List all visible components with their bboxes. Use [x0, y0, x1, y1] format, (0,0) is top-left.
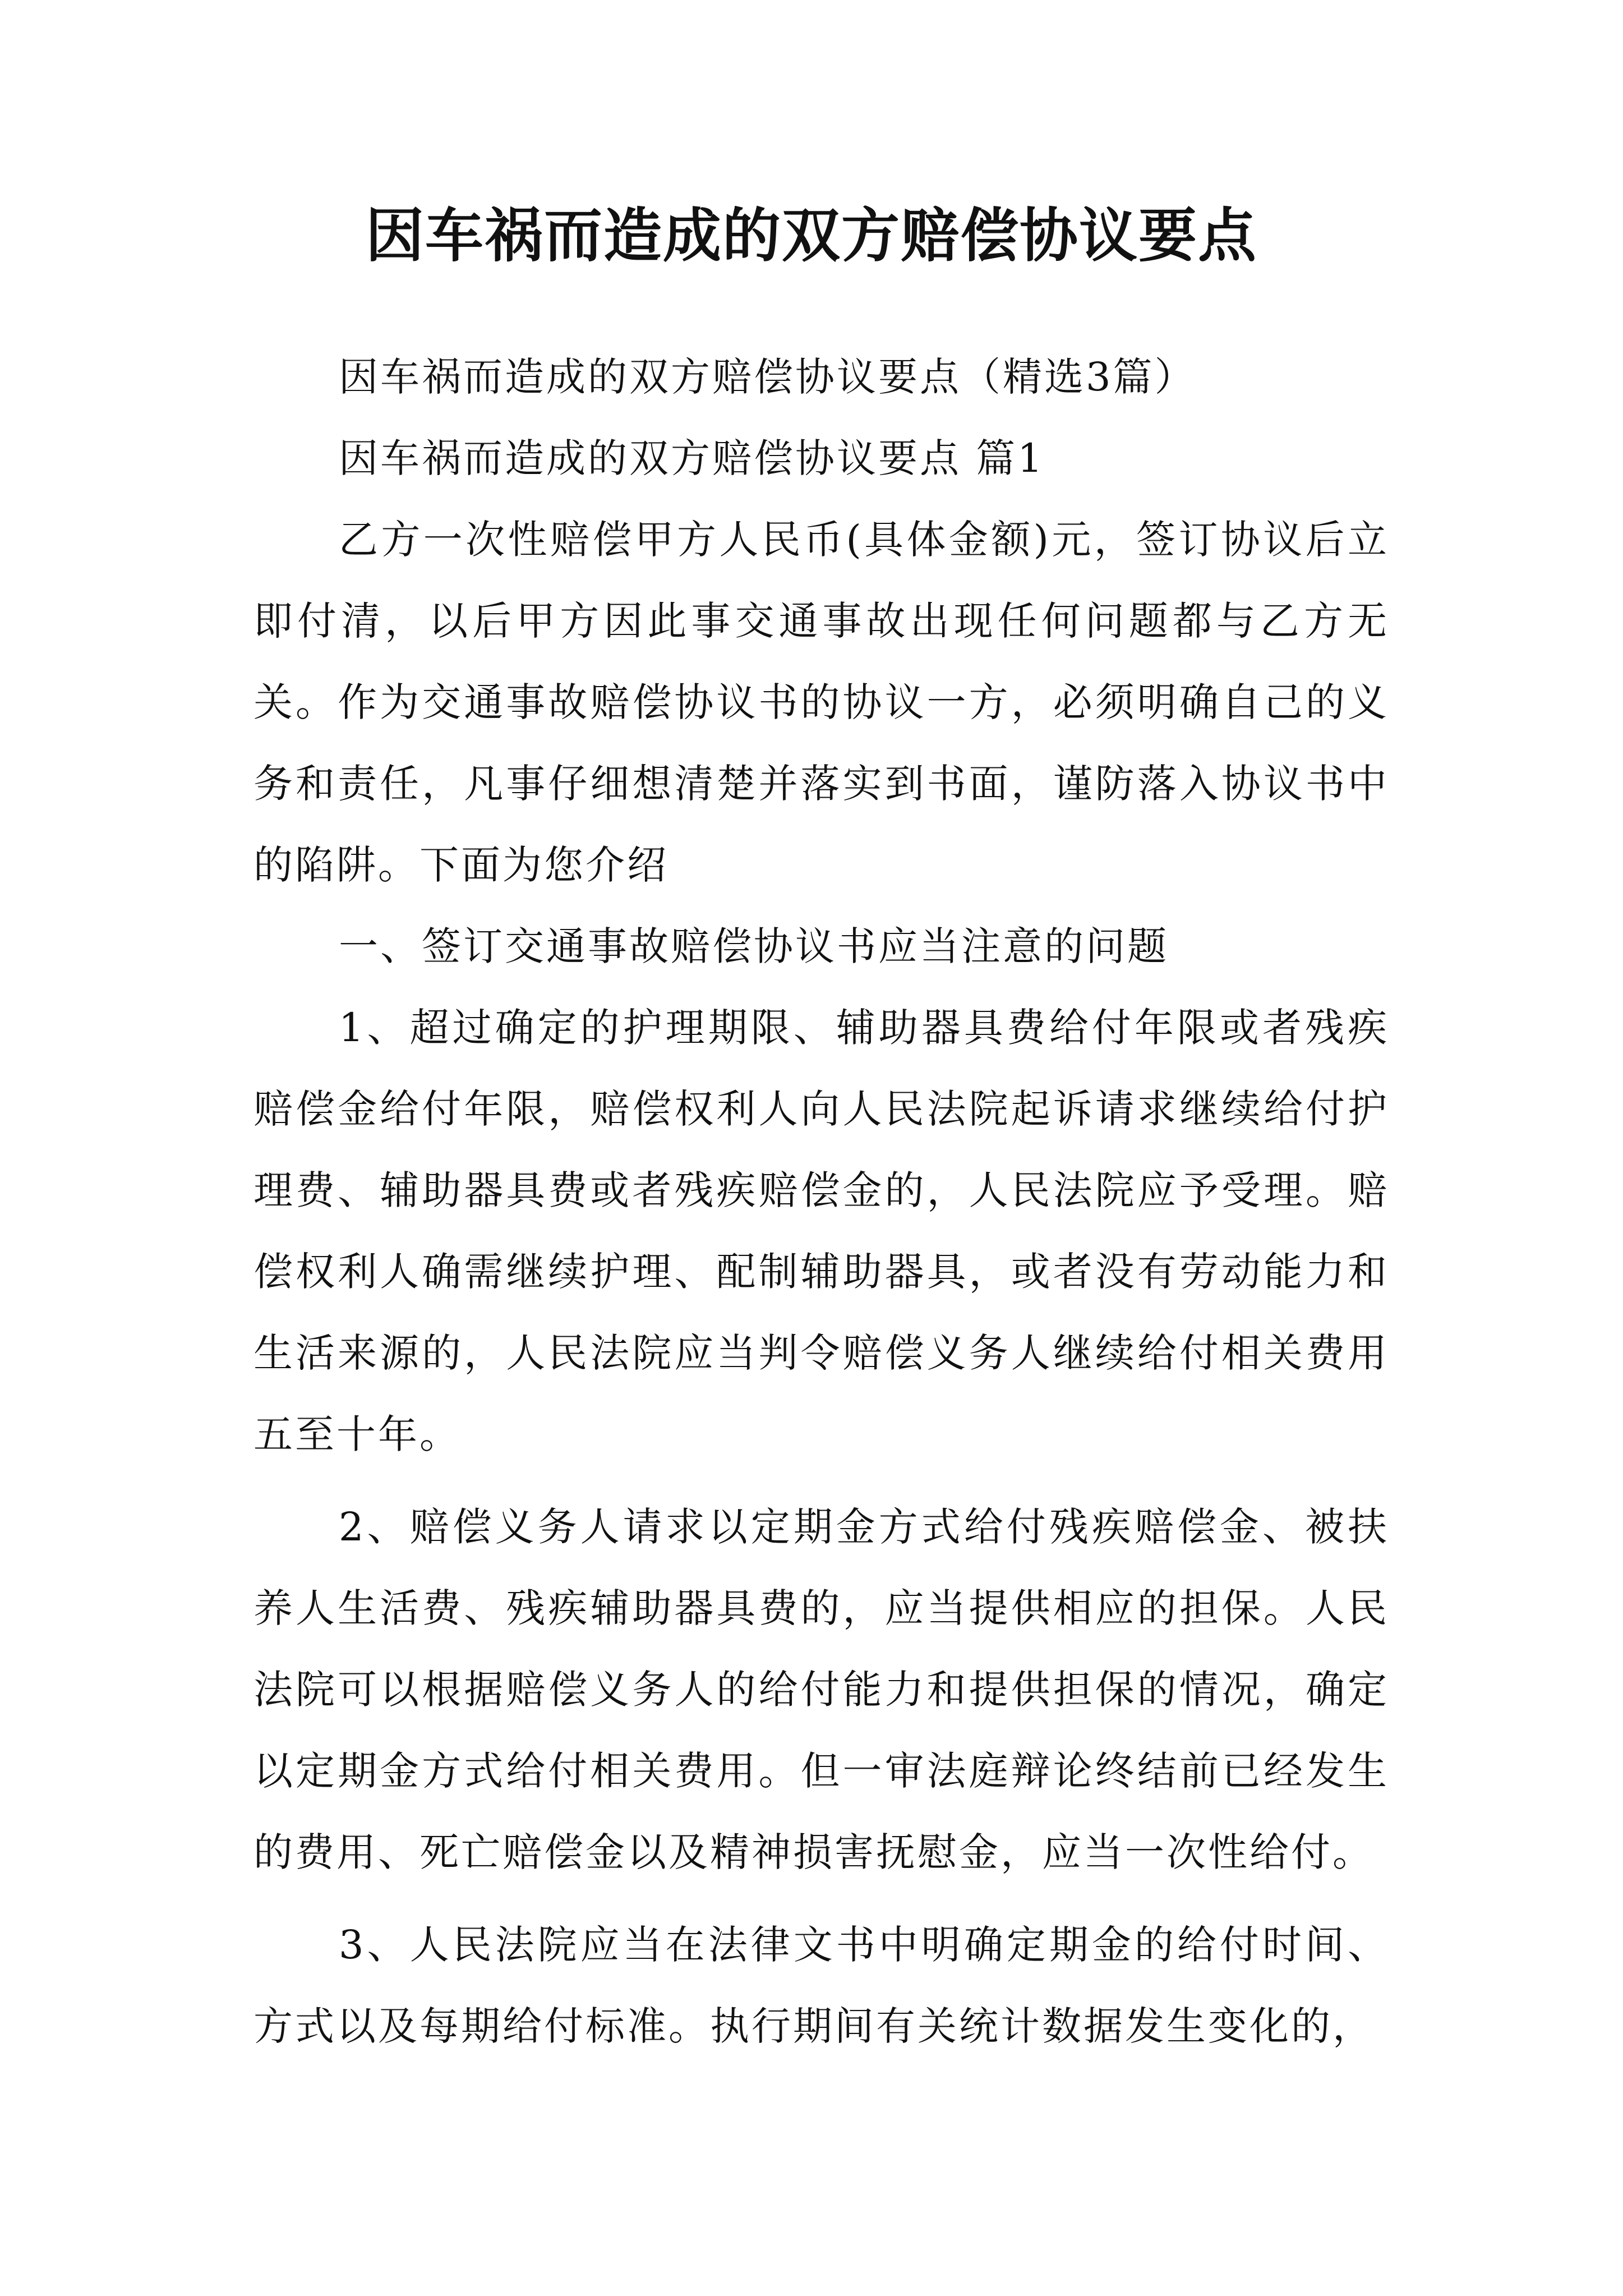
paragraph-item-2: 2、赔偿义务人请求以定期金方式给付残疾赔偿金、被扶养人生活费、残疾辅助器具费的，应当提供相应的担保。人民法院可以根据赔偿义务人的给付能力和提供担保的情况，确定以定期金方式给付相关费用。但一审法庭辩论终结前已经发生的费用、死亡赔偿金以及精神损害抚慰金，应当一次性给付。: [253, 1504, 1389, 1875]
section-heading: 一、签订交通事故赔偿协议书应当注意的问题: [339, 923, 1169, 969]
paragraph-item-1: 1、超过确定的护理期限、辅助器具费给付年限或者残疾赔偿金给付年限，赔偿权利人向人民法院起诉请求继续给付护理费、辅助器具费或者残疾赔偿金的，人民法院应予受理。赔偿权利人确需继续护理、配制辅助器具，或者没有劳动能力和生活来源的，人民法院应当判令赔偿义务人继续给付相关费用五至十年。: [253, 1005, 1389, 1457]
paragraph-intro: 乙方一次性赔偿甲方人民币(具体金额)元，签订协议后立即付清，以后甲方因此事交通事故出现任何问题都与乙方无关。作为交通事故赔偿协议书的协议一方，必须明确自己的义务和责任，凡事仔细想清楚并落实到书面，谨防落入协议书中的陷阱。下面为您介绍: [253, 517, 1389, 888]
article-heading: 因车祸而造成的双方赔偿协议要点 篇1: [339, 435, 1045, 481]
document-body: [253, 337, 1389, 2067]
document-title: 因车祸而造成的双方赔偿协议要点: [365, 201, 1257, 270]
paragraph-item-3: 3、人民法院应当在法律文书中明确定期金的给付时间、方式以及每期给付标准。执行期间有关统计数据发生变化的，: [253, 1922, 1389, 2049]
collection-heading: 因车祸而造成的双方赔偿协议要点（精选3篇）: [339, 354, 1196, 400]
